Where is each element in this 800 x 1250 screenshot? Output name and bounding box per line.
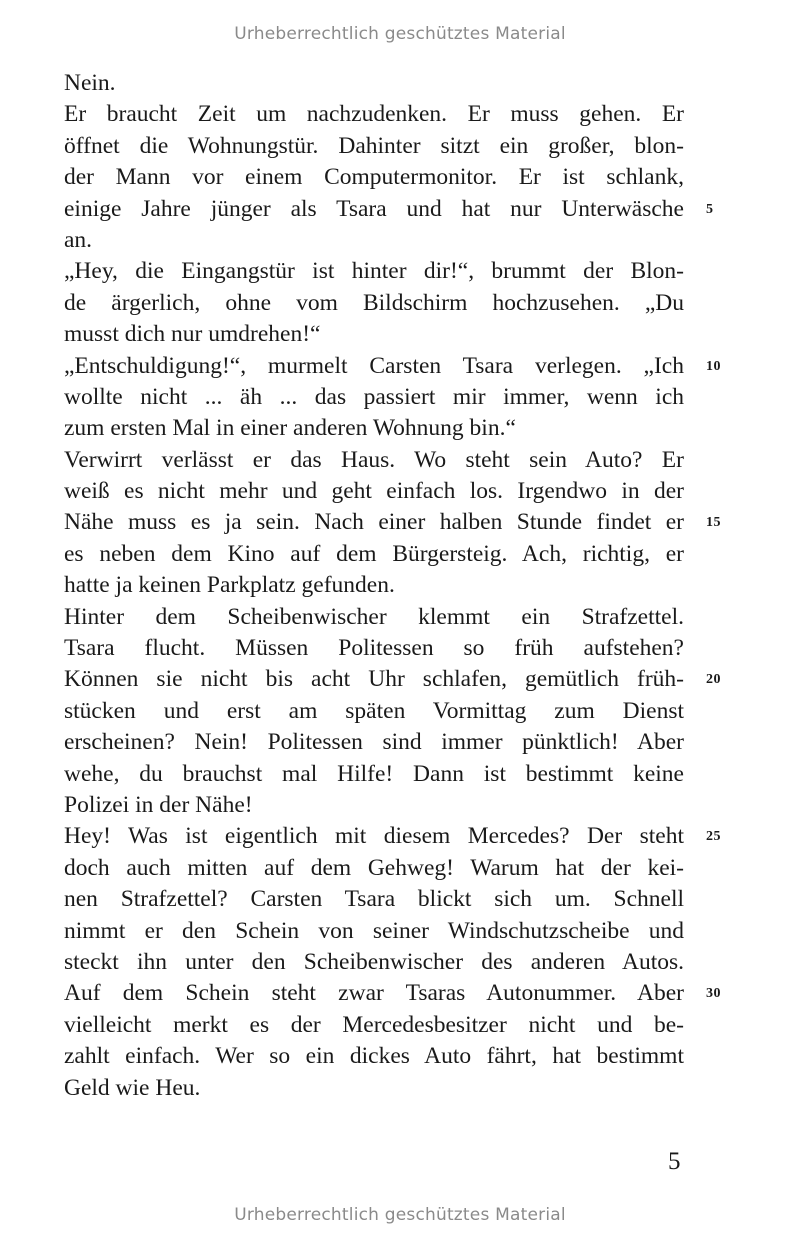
text-line bbox=[64, 664, 721, 695]
text-line-content: weiß es nicht mehr und geht einfach los. Irgendwo in der bbox=[64, 478, 684, 505]
text-line bbox=[64, 696, 684, 727]
text-line bbox=[64, 916, 684, 947]
text-line bbox=[64, 194, 714, 225]
text-line bbox=[64, 225, 684, 256]
line-number: 10 bbox=[706, 358, 721, 374]
text-line-content: „Entschuldigung!“, murmelt Carsten Tsara verlegen. „Ich bbox=[64, 352, 684, 379]
text-line-content: Geld wie Heu. bbox=[64, 1074, 201, 1101]
text-line bbox=[64, 821, 721, 852]
text-line-content: nen Strafzettel? Carsten Tsara blickt sich um. Schnell bbox=[64, 886, 684, 913]
text-line-content: Auf dem Schein steht zwar Tsaras Autonummer. Aber bbox=[64, 980, 684, 1007]
line-number: 5 bbox=[706, 201, 714, 217]
text-line bbox=[64, 68, 684, 99]
text-line bbox=[64, 476, 684, 507]
line-number: 20 bbox=[706, 672, 721, 688]
text-line bbox=[64, 445, 684, 476]
text-line-content: stücken und erst am späten Vormittag zum Dienst bbox=[64, 697, 684, 724]
watermark-top: Urheberrechtlich geschütztes Material bbox=[234, 24, 566, 44]
text-line-content: Hey! Was ist eigentlich mit diesem Mercedes? Der steht bbox=[64, 823, 684, 850]
line-number: 30 bbox=[706, 986, 721, 1002]
text-line-content: wehe, du brauchst mal Hilfe! Dann ist bestimmt keine bbox=[64, 760, 684, 787]
line-number: 15 bbox=[706, 515, 721, 531]
text-line-content: Nähe muss es ja sein. Nach einer halben Stunde findet er bbox=[64, 509, 684, 536]
text-line-content: „Hey, die Eingangstür ist hinter dir!“, brummt der Blon- bbox=[64, 258, 684, 285]
text-line-content: hatte ja keinen Parkplatz gefunden. bbox=[64, 572, 395, 599]
text-line bbox=[64, 1073, 684, 1104]
text-line bbox=[64, 727, 684, 758]
text-line-content: der Mann vor einem Computermonitor. Er ist schlank, bbox=[64, 164, 684, 191]
text-line bbox=[64, 978, 721, 1009]
text-line bbox=[64, 351, 721, 382]
text-line-content: musst dich nur umdrehen!“ bbox=[64, 321, 321, 348]
text-line-content: Verwirrt verlässt er das Haus. Wo steht sein Auto? Er bbox=[64, 446, 684, 473]
text-line bbox=[64, 790, 684, 821]
text-line-content: nimmt er den Schein von seiner Windschutzscheibe und bbox=[64, 917, 684, 944]
body-text bbox=[64, 68, 721, 1104]
text-line-content: Hinter dem Scheibenwischer klemmt ein Strafzettel. bbox=[64, 603, 684, 630]
text-line bbox=[64, 319, 684, 350]
text-line bbox=[64, 539, 684, 570]
text-line-content: Nein. bbox=[64, 70, 116, 96]
text-line bbox=[64, 1010, 684, 1041]
text-line bbox=[64, 382, 684, 413]
text-line-content: einige Jahre jünger als Tsara und hat nur Unterwäsche bbox=[64, 195, 684, 222]
text-line bbox=[64, 131, 684, 162]
text-line bbox=[64, 507, 721, 538]
text-line bbox=[64, 256, 684, 287]
text-line-content: Können sie nicht bis acht Uhr schlafen, gemütlich früh- bbox=[64, 666, 684, 693]
text-line-content: Er braucht Zeit um nachzudenken. Er muss gehen. Er bbox=[64, 101, 684, 128]
text-line-content: Polizei in der Nähe! bbox=[64, 791, 253, 818]
text-line bbox=[64, 884, 684, 915]
watermark-bottom: Urheberrechtlich geschütztes Material bbox=[234, 1205, 566, 1225]
text-line-content: steckt ihn unter den Scheibenwischer des anderen Autos. bbox=[64, 948, 684, 975]
text-line bbox=[64, 759, 684, 790]
page-number: 5 bbox=[668, 1148, 681, 1175]
text-line bbox=[64, 162, 684, 193]
text-line-content: wollte nicht ... äh ... das passiert mir immer, wenn ich bbox=[64, 383, 684, 410]
text-line bbox=[64, 633, 684, 664]
text-line-content: Tsara flucht. Müssen Politessen so früh aufstehen? bbox=[64, 635, 684, 662]
text-line-content: vielleicht merkt es der Mercedesbesitzer nicht und be- bbox=[64, 1011, 684, 1038]
text-line bbox=[64, 99, 684, 130]
text-line bbox=[64, 1041, 684, 1072]
text-line-content: erscheinen? Nein! Politessen sind immer pünktlich! Aber bbox=[64, 729, 684, 756]
text-line-content: de ärgerlich, ohne vom Bildschirm hochzusehen. „Du bbox=[64, 289, 684, 316]
text-line-content: zum ersten Mal in einer anderen Wohnung bin.“ bbox=[64, 415, 516, 442]
text-line bbox=[64, 413, 684, 444]
text-line-content: an. bbox=[64, 226, 93, 253]
text-line bbox=[64, 570, 684, 601]
text-line-content: öffnet die Wohnungstür. Dahinter sitzt ein großer, blon- bbox=[64, 132, 684, 159]
text-line bbox=[64, 288, 684, 319]
text-line-content: doch auch mitten auf dem Gehweg! Warum hat der kei- bbox=[64, 854, 684, 881]
text-line-content: zahlt einfach. Wer so ein dickes Auto fährt, hat bestimmt bbox=[64, 1043, 684, 1070]
text-line bbox=[64, 947, 684, 978]
text-line bbox=[64, 602, 684, 633]
text-line-content: es neben dem Kino auf dem Bürgersteig. Ach, richtig, er bbox=[64, 540, 684, 567]
line-number: 25 bbox=[706, 829, 721, 845]
text-line bbox=[64, 853, 684, 884]
